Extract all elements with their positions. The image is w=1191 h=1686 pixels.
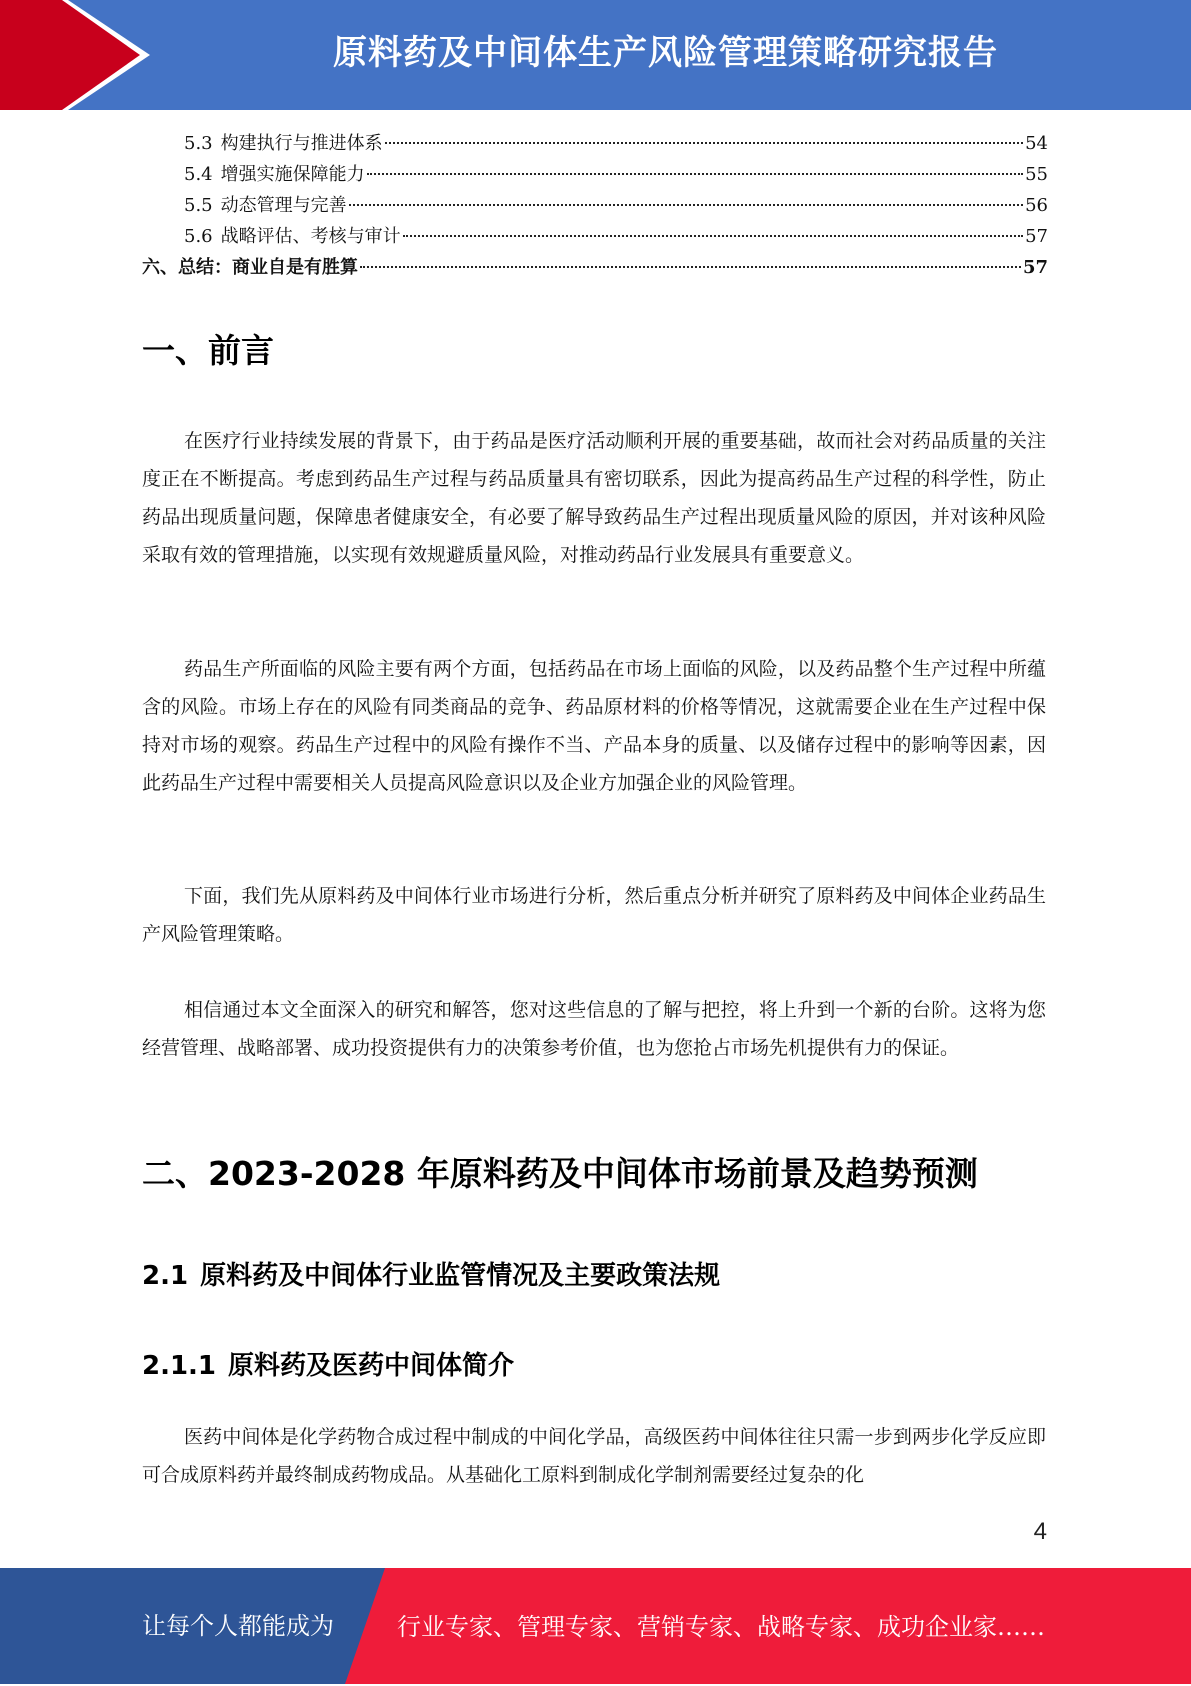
table-of-contents xyxy=(142,129,1048,284)
toc-number: 5.6 xyxy=(184,226,213,247)
toc-leader xyxy=(385,142,1023,144)
subsection-title: 原料药及中间体行业监管情况及主要政策法规 xyxy=(200,1261,721,1291)
paragraph: 药品生产所面临的风险主要有两个方面，包括药品在市场上面临的风险，以及药品整个生产过程中所蕴含的风险。市场上存在的风险有同类商品的竞争、药品原材料的价格等情况，这就需要企业在生产过程中保持对市场的观察。药品生产过程中的风险有操作不当、产品本身的质量、以及储存过程中的影响等因素，因此药品生产过程中需要相关人员提高风险意识以及企业方加强企业的风险管理。 xyxy=(142,658,1046,794)
toc-title: 增强实施保障能力 xyxy=(220,164,365,185)
paragraph: 相信通过本文全面深入的研究和解答，您对这些信息的了解与把控，将上升到一个新的台阶。这将为您经营管理、战略部署、成功投资提供有力的决策参考价值，也为您抢占市场先机提供有力的保证。 xyxy=(142,999,1046,1059)
paragraph: 在医疗行业持续发展的背景下，由于药品是医疗活动顺利开展的重要基础，故而社会对药品质量的关注度正在不断提高。考虑到药品生产过程与药品质量具有密切联系，因此为提高药品生产过程的科学性，防止药品出现质量问题，保障患者健康安全，有必要了解导致药品生产过程出现质量风险的原因，并对该种风险采取有效的管理措施，以实现有效规避质量风险，对推动药品行业发展具有重要意义。 xyxy=(142,430,1046,566)
toc-row[interactable] xyxy=(142,129,1048,160)
report-title: 原料药及中间体生产风险管理策略研究报告 xyxy=(333,33,998,73)
toc-number: 5.5 xyxy=(184,195,213,216)
toc-leader xyxy=(360,266,1021,268)
paragraph: 下面，我们先从原料药及中间体行业市场进行分析，然后重点分析并研究了原料药及中间体企业药品生产风险管理策略。 xyxy=(142,885,1046,945)
paragraph: 医药中间体是化学药物合成过程中制成的中间化学品，高级医药中间体往往只需一步到两步化学反应即可合成原料药并最终制成药物成品。从基础化工原料到制成化学制剂需要经过复杂的化 xyxy=(142,1426,1046,1486)
page-header xyxy=(0,0,1191,110)
toc-leader xyxy=(367,173,1023,175)
toc-leader xyxy=(349,204,1023,206)
page-number: 4 xyxy=(1033,1518,1047,1545)
toc-title: 构建执行与推进体系 xyxy=(220,133,383,154)
section-heading-preface: 一、前言 xyxy=(142,331,274,370)
toc-row[interactable] xyxy=(142,253,1048,284)
section-heading-market-outlook: 二、2023-2028 年原料药及中间体市场前景及趋势预测 xyxy=(142,1154,978,1193)
toc-row[interactable] xyxy=(142,191,1048,222)
toc-title: 六、总结：商业自是有胜算 xyxy=(142,257,358,278)
toc-title: 战略评估、考核与审计 xyxy=(220,226,401,247)
page-footer xyxy=(0,1568,1191,1684)
toc-page: 57 xyxy=(1025,226,1048,247)
toc-page: 54 xyxy=(1025,133,1048,154)
header-arrow-decoration xyxy=(0,0,150,110)
footer-slogan-right: 行业专家、管理专家、营销专家、战略专家、成功企业家…… xyxy=(397,1613,1045,1641)
toc-page: 57 xyxy=(1022,257,1048,278)
toc-title: 动态管理与完善 xyxy=(220,195,347,216)
toc-page: 56 xyxy=(1025,195,1048,216)
subsubsection-heading xyxy=(142,1345,514,1382)
subsection-number: 2.1 xyxy=(142,1261,189,1291)
toc-page: 55 xyxy=(1025,164,1048,185)
toc-row[interactable] xyxy=(142,222,1048,253)
toc-number: 5.4 xyxy=(184,164,213,185)
toc-number: 5.3 xyxy=(184,133,213,154)
subsubsection-title: 原料药及医药中间体简介 xyxy=(228,1351,515,1381)
subsection-heading xyxy=(142,1255,720,1292)
toc-leader xyxy=(403,235,1023,237)
subsubsection-number: 2.1.1 xyxy=(142,1351,217,1381)
toc-row[interactable] xyxy=(142,160,1048,191)
footer-slogan-left: 让每个人都能成为 xyxy=(142,1612,334,1640)
